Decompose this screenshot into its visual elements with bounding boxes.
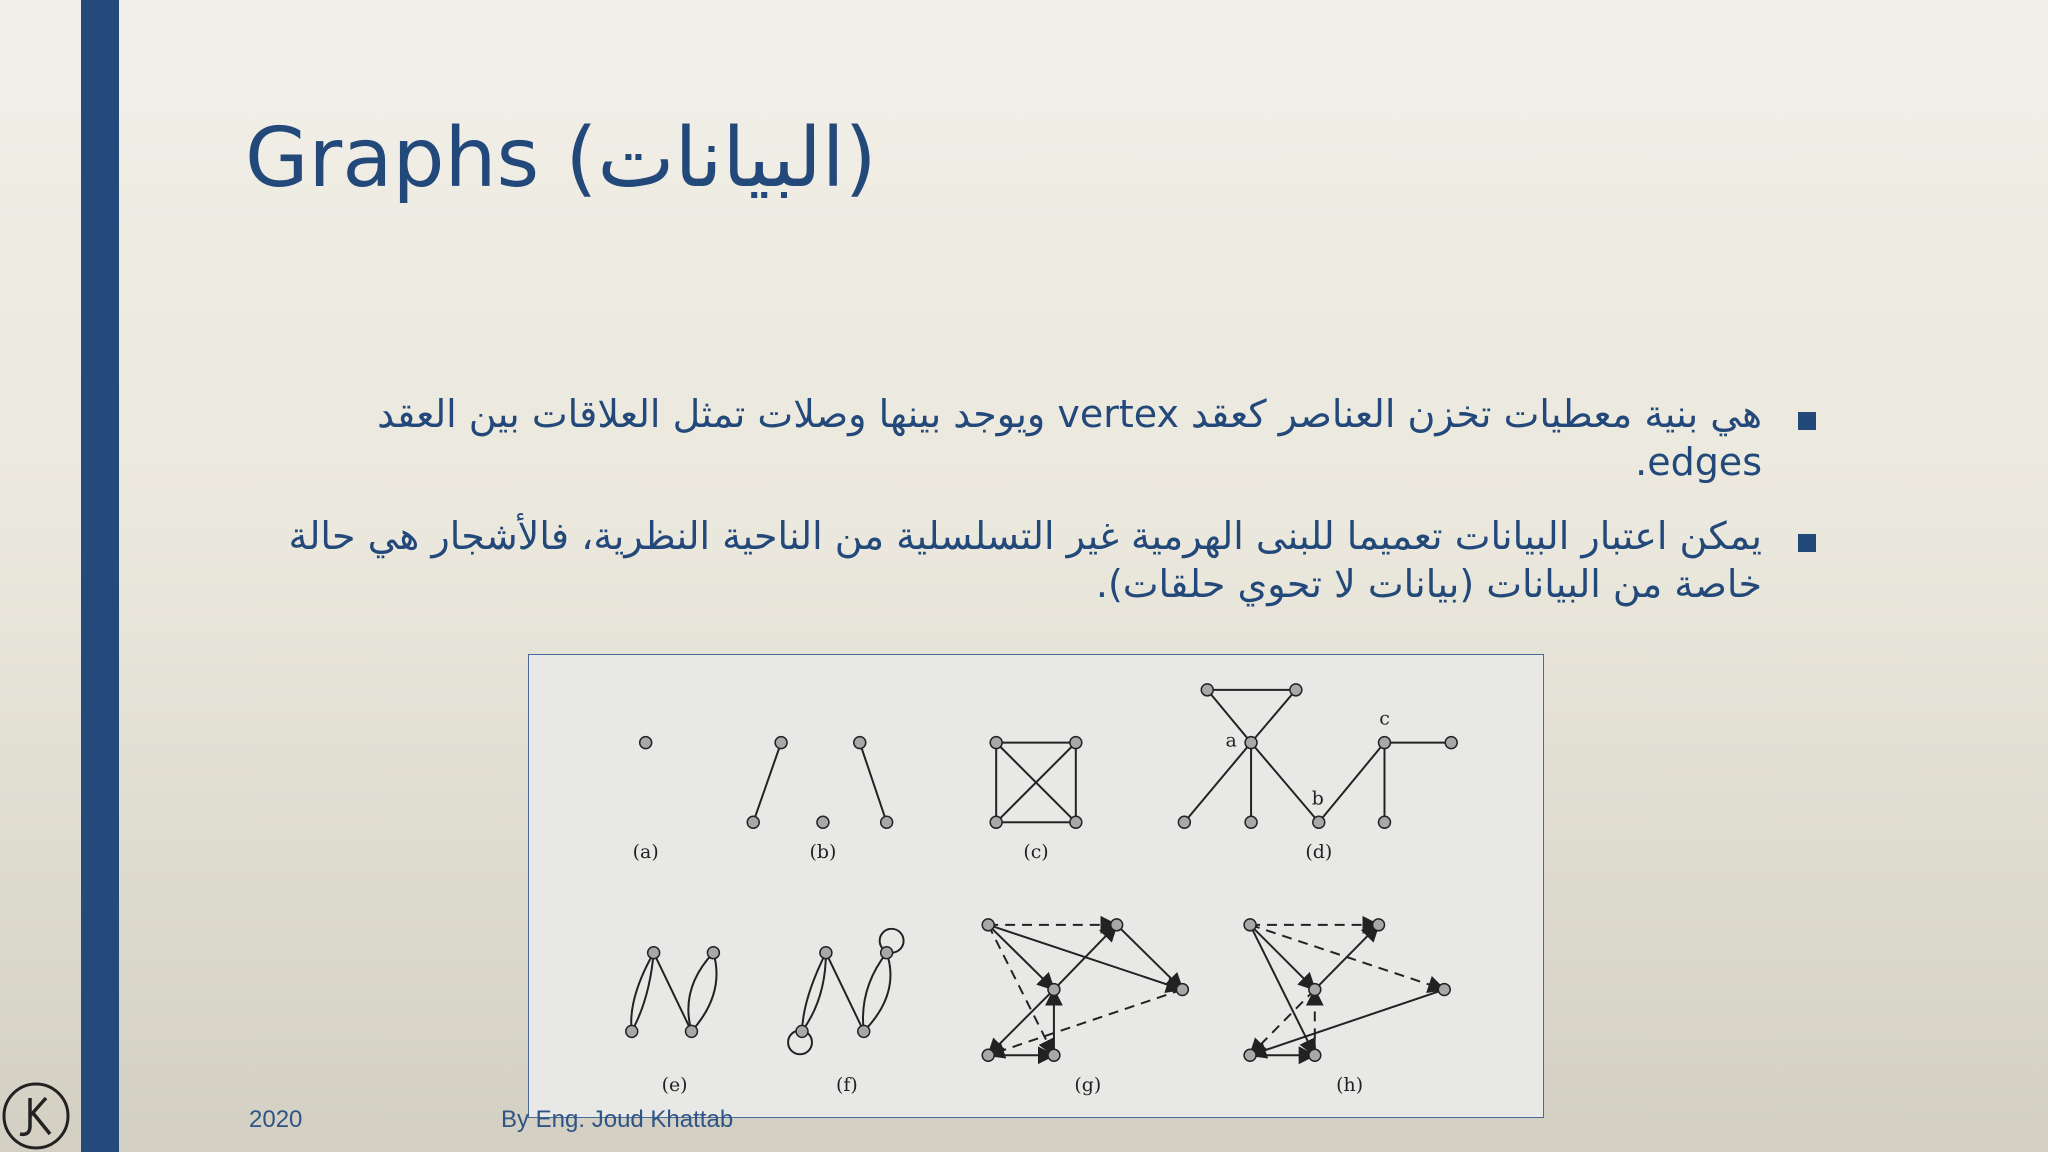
bullet-list xyxy=(240,390,1830,634)
square-bullet-icon xyxy=(1798,412,1816,430)
panel-label: (g) xyxy=(1074,1074,1102,1097)
footer-date: 2020 xyxy=(249,1106,303,1133)
panel-label: (b) xyxy=(809,841,837,864)
bullet-item xyxy=(240,390,1830,486)
vertex-label: a xyxy=(1225,729,1237,752)
graph-examples-illustration xyxy=(529,655,1543,1117)
jk-monogram-icon xyxy=(0,1080,72,1152)
panel-label: (a) xyxy=(632,841,659,864)
bullet-text: هي بنية معطيات تخزن العناصر كعقد vertex ويوجد بينها وصلات تمثل العلاقات بين العقد edges. xyxy=(377,392,1762,484)
vertex-label: c xyxy=(1379,707,1390,730)
vertex-label: b xyxy=(1311,787,1324,810)
slide-title: Graphs (البيانات) xyxy=(245,111,877,206)
panel-label: (c) xyxy=(1023,841,1049,864)
accent-bar xyxy=(81,0,119,1152)
bullet-item xyxy=(240,512,1830,608)
panel-label: (h) xyxy=(1336,1074,1364,1097)
bullet-text: يمكن اعتبار البيانات تعميما للبنى الهرمية غير التسلسلية من الناحية النظرية، فالأشجار هي حالة خاصة من البيانات (بيانات لا تحوي حلقات). xyxy=(288,514,1762,606)
panel-label: (f) xyxy=(835,1074,858,1097)
panel-label: (d) xyxy=(1305,841,1333,864)
panel-label: (e) xyxy=(661,1074,688,1097)
square-bullet-icon xyxy=(1798,534,1816,552)
graph-examples-figure xyxy=(528,654,1544,1118)
footer-author: By Eng. Joud Khattab xyxy=(501,1106,734,1133)
